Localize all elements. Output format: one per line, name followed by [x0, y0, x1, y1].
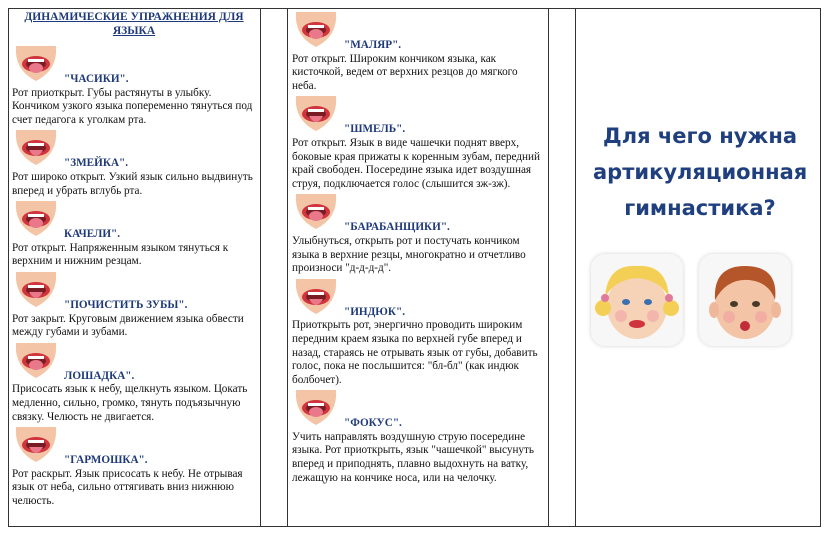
exercise-name: "МАЛЯР". [344, 39, 402, 51]
exercise-description [292, 53, 544, 94]
children-illustration [587, 254, 801, 350]
mouth-illustration-icon [12, 427, 60, 468]
column-divider [287, 8, 288, 527]
exercise-text: Рот широко открыт. Узкий язык сильно выдвинуть вперед и убрать вглубь рта. [12, 170, 253, 197]
exercise-text: Рот открыт. Язык в виде чашечки поднят вверх, боковые края прижаты к коренным зубам, передний край свободен. Посередине языка идет воздушная струя, подключается голос (слышится зж-зж). [292, 136, 541, 190]
cover-panel [577, 8, 821, 527]
exercise-item [292, 194, 544, 275]
exercise-text: Присосать язык к небу, щелкнуть языком. Цокать медленно, сильно, громко, тянуть подъязычную связку. Челюсть не двигается. [12, 383, 248, 423]
girl-face-image [591, 254, 683, 346]
column-divider [575, 8, 576, 527]
exercises-column-middle [292, 8, 544, 527]
exercise-description [12, 171, 256, 198]
exercise-name: "ФОКУС". [344, 417, 402, 430]
exercise-text: Рот приоткрыт. Губы растянуты в улыбку. Кончиком узкого языка попеременно тянуться под счет педагога к уголкам рта. [12, 86, 253, 126]
exercise-item [12, 427, 256, 508]
exercise-item [12, 343, 256, 424]
exercise-name: "БАРАБАНЩИКИ". [344, 221, 450, 234]
exercise-text: Рот открыт. Широким кончиком языка, как кисточкой, ведем от верхних резцов до мягкого неба. [292, 52, 518, 92]
exercise-text: Приоткрыть рот, энергично проводить широким передним краем языка по верхней губе вперед и назад, стараясь не отрывать язык от губы, добавить голос, пока не послышится: "бл-бл" (как индюк болбочет). [292, 319, 538, 386]
exercise-item [292, 96, 544, 191]
exercise-item [292, 12, 544, 93]
exercise-description [292, 319, 544, 387]
exercise-description [12, 383, 256, 424]
exercise-name: "ИНДЮК". [344, 305, 406, 318]
mouth-illustration-icon [12, 343, 60, 384]
exercise-description [12, 242, 256, 269]
exercise-name: "ЗМЕЙКА". [64, 157, 129, 170]
column-divider [548, 8, 549, 527]
exercise-description [292, 137, 544, 191]
boy-face-image [699, 254, 791, 346]
exercise-description [12, 468, 256, 509]
exercise-text: Улыбнуться, открыть рот и постучать кончиком языка в верхние резцы, многократно и отчетливо произноси "д-д-д-д". [292, 234, 526, 275]
mouth-illustration-icon [292, 194, 340, 235]
exercise-item [12, 46, 256, 127]
exercise-text: Учить направлять воздушную струю посередине языка. Рот приоткрыть, язык "чашечкой" высунуть вперед и приподнять, плавно выдохнуть на ватку, лежащую на кончике носа, или на челочку. [292, 430, 535, 484]
column-divider [260, 8, 261, 527]
mouth-illustration-icon [12, 201, 60, 242]
exercise-name: ЛОШАДКА". [64, 369, 135, 382]
cover-question: Для чего нужна артикуляционная гимнастика? [593, 124, 808, 220]
exercise-name: "ПОЧИСТИТЬ ЗУБЫ". [64, 298, 188, 311]
mouth-illustration-icon [292, 279, 340, 320]
exercise-description [292, 235, 544, 276]
exercise-description [12, 313, 256, 340]
exercise-text: Рот открыт. Напряженным языком тянуться к верхним и нижним резцам. [12, 241, 229, 268]
exercise-item [12, 201, 256, 269]
exercise-text: Рот раскрыт. Язык присосать к небу. Не отрывая язык от неба, сильно оттягивать вниз нижнюю челюсть. [12, 467, 243, 507]
mouth-illustration-icon [292, 96, 340, 137]
mouth-illustration-icon [292, 12, 340, 53]
exercise-item [12, 272, 256, 340]
exercise-name: "ЧАСИКИ". [64, 73, 129, 85]
exercise-name: "ШМЕЛЬ". [344, 123, 406, 136]
section-title: ДИНАМИЧЕСКИЕ УПРАЖНЕНИЯ ДЛЯ ЯЗЫКА [24, 11, 244, 37]
exercise-item [292, 279, 544, 388]
exercise-name: "ГАРМОШКА". [64, 454, 148, 467]
mouth-illustration-icon [292, 390, 340, 431]
mouth-illustration-icon [12, 272, 60, 313]
exercise-item [292, 390, 544, 485]
mouth-illustration-icon [12, 130, 60, 171]
mouth-illustration-icon [12, 46, 60, 87]
exercise-text: Рот закрыт. Круговым движением языка обвести между губами и зубами. [12, 312, 244, 339]
exercise-description [292, 431, 544, 485]
exercise-item [12, 130, 256, 198]
exercises-column-left [12, 8, 256, 527]
exercise-description [12, 87, 256, 128]
exercise-name: КАЧЕЛИ". [64, 228, 121, 241]
